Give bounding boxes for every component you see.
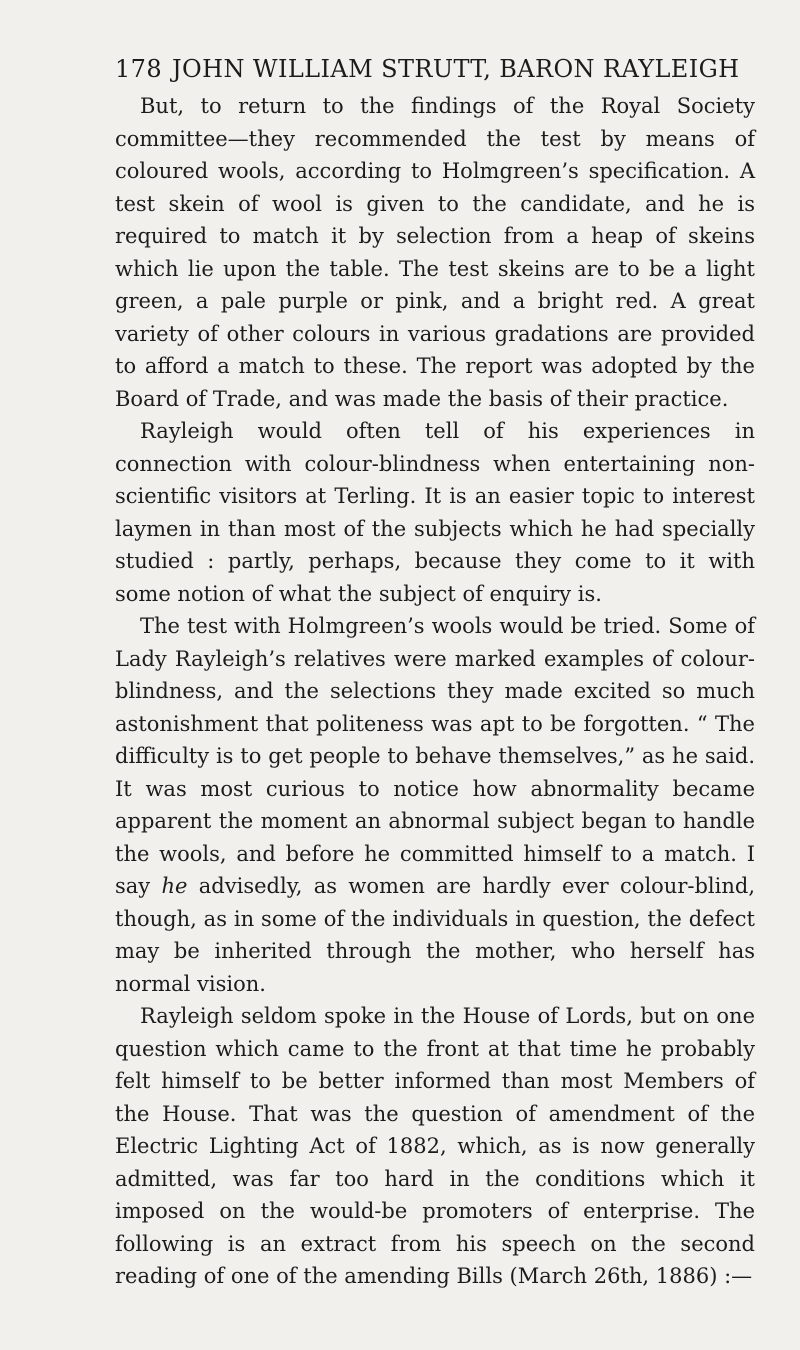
paragraph-house-of-lords: Rayleigh seldom spoke in the House of Lords, but on one question which came to the front at that time he probably felt himself to be better informed than most Members of the House. That was the question of amendment of the Electric Lighting Act of 1882, which, as is now generally admitted, was far too hard in the conditions which it imposed on the would-be promoters of enterprise. The following is an extract from his speech on the second reading of one of the amending Bills (March 26th, 1886) :— [115,1004,755,1288]
paragraph-text-segment: The test with Holmgreen’s wools would be tried. Some of Lady Rayleigh’s relatives were marked examples of colour-blindness, and the selections they made excited so much astonishment that politeness was apt to be forgotten. “ The difficulty is to get people to behave themselves,” as he said. It was most curious to notice how abnormality became apparent the moment an abnormal subject began to handle the wools, and before he committed himself to a match. I say [115,614,755,898]
paragraph-royal-society-committee: But, to return to the findings of the Royal Society committee—they recommended the test by means of coloured wools, according to Holmgreen’s specification. A test skein of wool is given to the candidate, and he is required to match it by selection from a heap of skeins which lie upon the table. The test skeins are to be a light green, a pale purple or pink, and a bright red. A great variety of other colours in various gradations are provided to afford a match to these. The report was adopted by the Board of Trade, and was made the basis of their practice. [115,94,755,411]
page-number: 178 [115,55,163,83]
running-head [115,54,755,84]
paragraph-text-segment: advisedly, as women are hardly ever colour-blind, though, as in some of the individuals in question, the defect may be inherited through the mother, who herself has normal vision. [115,874,755,996]
body-text [115,90,755,1293]
paragraph-holmgreen-wools [115,610,755,1000]
italic-emphasis: he [161,874,188,898]
running-title: JOHN WILLIAM STRUTT, BARON RAYLEIGH [172,55,740,83]
paragraph-terling-visitors: Rayleigh would often tell of his experiences in connection with colour-blindness when entertaining non-scientific visitors at Terling. It is an easier topic to interest laymen in than most of the subjects which he had specially studied : partly, perhaps, because they come to it with some notion of what the subject of enquiry is. [115,419,755,606]
